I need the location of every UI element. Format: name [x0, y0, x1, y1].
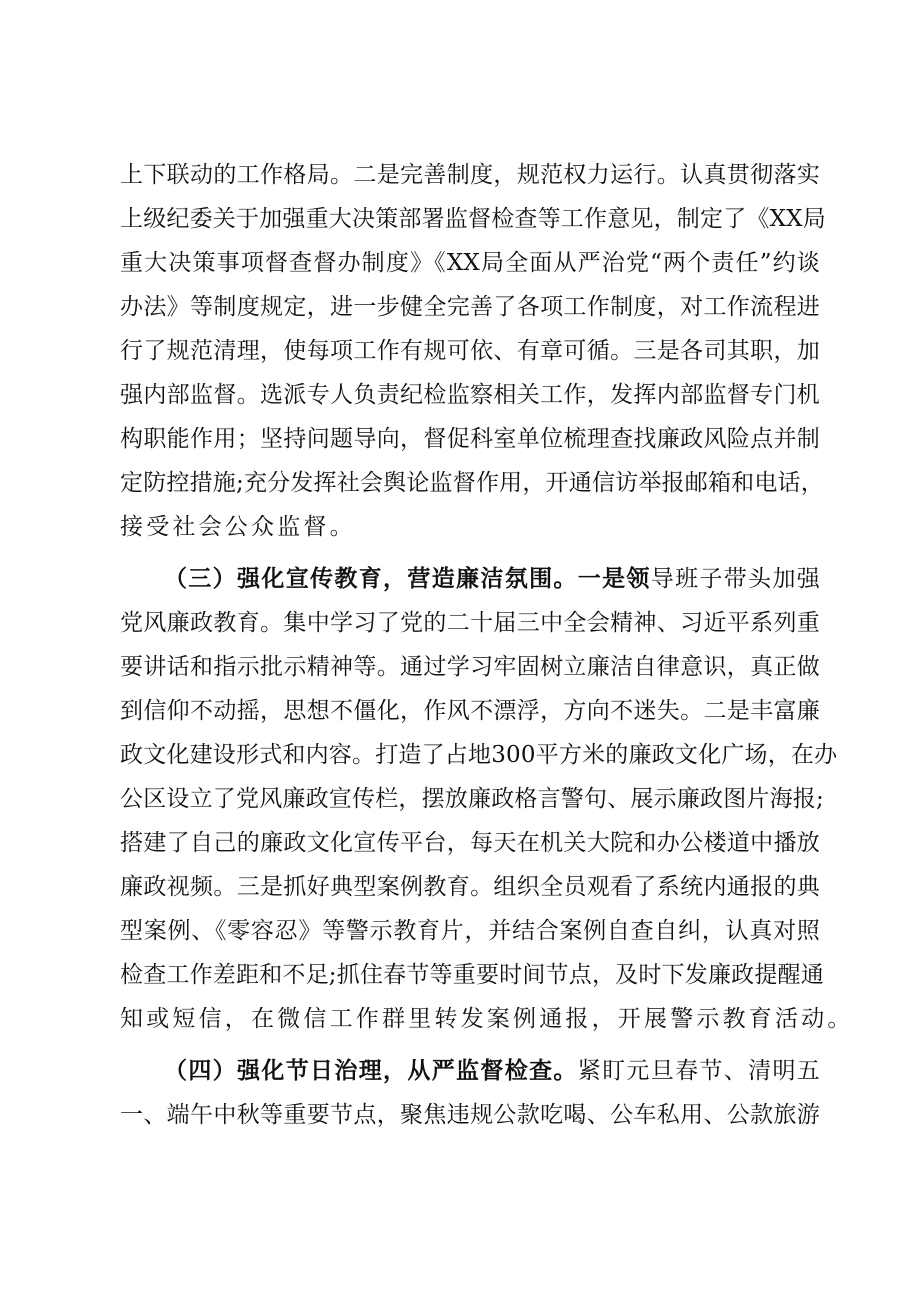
paragraph-line: 要讲话和指示批示精神等。通过学习牢固树立廉洁自律意识，真正做 — [120, 654, 820, 680]
paragraph-line: 搭建了自己的廉政文化宣传平台，每天在机关大院和办公楼道中播放 — [120, 830, 820, 856]
paragraph-line: 上下联动的工作格局。二是完善制度，规范权力运行。认真贯彻落实 — [120, 162, 820, 188]
section-heading-line — [164, 1051, 820, 1091]
paragraph-line: 强内部监督。选派专人负责纪检监察相关工作，发挥内部监督专门机 — [120, 382, 820, 408]
paragraph-line: 公区设立了党风廉政宣传栏，摆放廉政格言警句、展示廉政图片海报; — [120, 786, 824, 812]
paragraph-line: 办法》等制度规定，进一步健全完善了各项工作制度，对工作流程进 — [120, 294, 820, 320]
paragraph-line: 行了规范清理，使每项工作有规可依、有章可循。三是各司其职，加 — [120, 338, 820, 364]
paragraph-line: 定防控措施;充分发挥社会舆论监督作用，开通信访举报邮箱和电话， — [120, 470, 824, 496]
paragraph-line: 政文化建设形式和内容。打造了占地300平方米的廉政文化广场，在办 — [120, 742, 838, 768]
paragraph-line: 检查工作差距和不足;抓住春节等重要时间节点，及时下发廉政提醒通 — [120, 962, 824, 988]
paragraph-line: 上级纪委关于加强重大决策部署监督检查等工作意见，制定了《XX局 — [120, 206, 826, 232]
paragraph-line: 接受社会公众监督。 — [120, 514, 356, 540]
paragraph-text: 导班子带头加强 — [650, 566, 820, 592]
paragraph-line: 型案例、《零容忍》等警示教育片，并结合案例自查自纠，认真对照 — [120, 918, 820, 944]
paragraph-line: 知或短信，在微信工作群里转发案例通报，开展警示教育活动。 — [120, 1006, 854, 1032]
paragraph-line: 党风廉政教育。集中学习了党的二十届三中全会精神、习近平系列重 — [120, 610, 820, 636]
paragraph-line: 重大决策事项督查督办制度》《XX局全面从严治党“两个责任”约谈 — [120, 250, 820, 276]
section-heading-tail: 一是领 — [577, 565, 651, 592]
section-heading-line — [164, 559, 820, 599]
section-heading: （四）强化节日治理，从严监督检查。 — [164, 1057, 578, 1084]
paragraph-line: 一、端午中秋等重要节点，聚焦违规公款吃喝、公车私用、公款旅游 — [120, 1102, 820, 1128]
paragraph-line: 构职能作用；坚持问题导向，督促科室单位梳理查找廉政风险点并制 — [120, 426, 820, 452]
section-heading: （三）强化宣传教育，营造廉洁氛围。 — [164, 565, 578, 592]
paragraph-line: 到信仰不动摇，思想不僵化，作风不漂浮，方向不迷失。二是丰富廉 — [120, 698, 820, 724]
paragraph-text: 紧盯元旦春节、清明五 — [577, 1058, 820, 1084]
paragraph-line: 廉政视频。三是抓好典型案例教育。组织全员观看了系统内通报的典 — [120, 874, 820, 900]
